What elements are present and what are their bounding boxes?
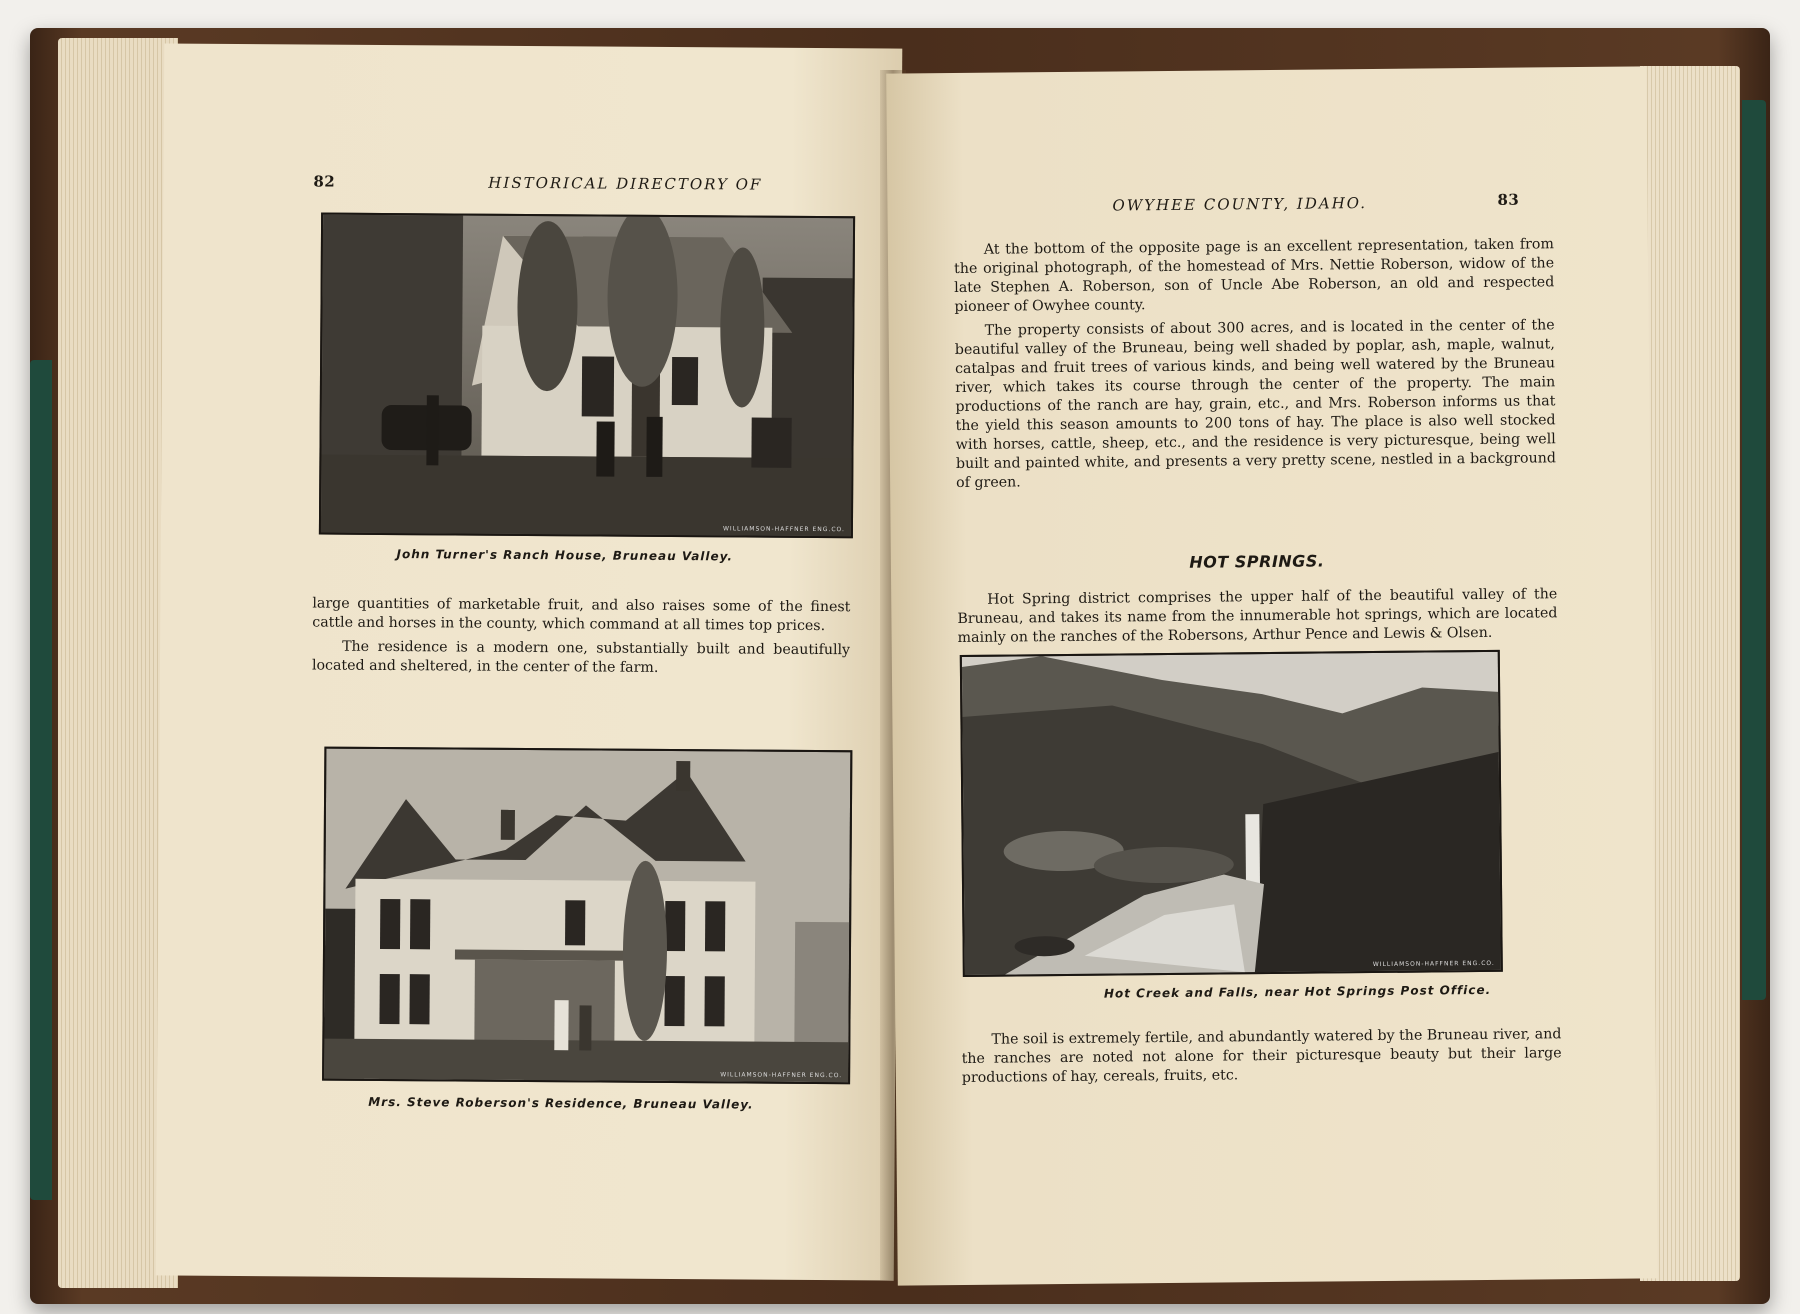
left-body-text [312,594,851,684]
right-body-text-bottom [961,1025,1562,1093]
caption-roberson-residence: Mrs. Steve Roberson's Residence, Bruneau Valley. [368,1094,754,1112]
engraver-mark: WILLIAMSON-HAFFNER ENG.CO. [722,525,845,534]
engraver-mark: WILLIAMSON-HAFFNER ENG.CO. [720,1071,843,1080]
right-paragraph-2: The property consists of about 300 acres, and is located in the center of the beautiful valley of the Bruneau, being well shaded by poplar, ash, maple, walnut, catalpas and fruit trees of various kinds, and being well watered by the Bruneau river, which takes its course through the center of the property. The main productions of the ranch are hay, grain, etc., and Mrs. Roberson informs us that the yield this season amounts to 200 tons of hay. The place is also well stocked with horses, cattle, sheep, etc., and the residence is very picturesque, being well built and painted white, and presents a very pretty scene, nestled in a background of green. [954,317,1556,492]
left-page [156,43,903,1280]
right-paragraph-1: At the bottom of the opposite page is an excellent representation, taken from the original photograph, of the homestead of Mrs. Nettie Roberson, widow of the late Stephen A. Roberson, son of Uncle Abe Roberson, an old and respected pioneer of Owyhee county. [954,236,1555,316]
section-title-hot-springs: HOT SPRINGS. [1189,551,1325,572]
right-body-text-mid [957,585,1558,653]
cover-green-cloth-left [30,360,52,1200]
ranch-house-illustration [321,215,853,537]
photo-turner-ranch-house [319,213,855,539]
right-paragraph-4: The soil is extremely fertile, and abundantly watered by the Bruneau river, and the ranches are noted not alone for their picturesque beauty but their large productions of hay, cereals, fruits, etc. [961,1026,1562,1086]
photo-roberson-residence [322,747,852,1085]
right-page [886,66,1658,1285]
hot-creek-illustration [962,652,1501,975]
caption-turner-ranch-house: John Turner's Ranch House, Bruneau Valley. [396,547,734,564]
right-body-text-top [954,235,1556,498]
left-running-head: HISTORICAL DIRECTORY OF [488,173,763,194]
cover-green-cloth-right [1742,100,1766,1000]
photo-hot-creek-falls [960,650,1503,977]
engraver-mark: WILLIAMSON-HAFFNER ENG.CO. [1372,959,1495,969]
residence-illustration [324,749,850,1083]
left-paragraph-2: The residence is a modern one, substantially built and beautifully located and sheltered, in the center of the farm. [311,638,851,676]
left-page-number: 82 [313,172,336,191]
right-paragraph-3: Hot Spring district comprises the upper half of the beautiful valley of the Bruneau, and takes its name from the innumerable hot springs, which are located mainly on the ranches of the Robersons, Arthur Pence and Lewis & Olsen. [957,586,1558,647]
left-paragraph-1: large quantities of marketable fruit, and also raises some of the finest cattle and horses in the county, which command at all times top prices. [312,595,851,635]
right-page-number: 83 [1497,190,1520,209]
right-running-head: OWYHEE COUNTY, IDAHO. [1112,194,1368,215]
caption-hot-creek-falls: Hot Creek and Falls, near Hot Springs Post Office. [1103,982,1492,1001]
